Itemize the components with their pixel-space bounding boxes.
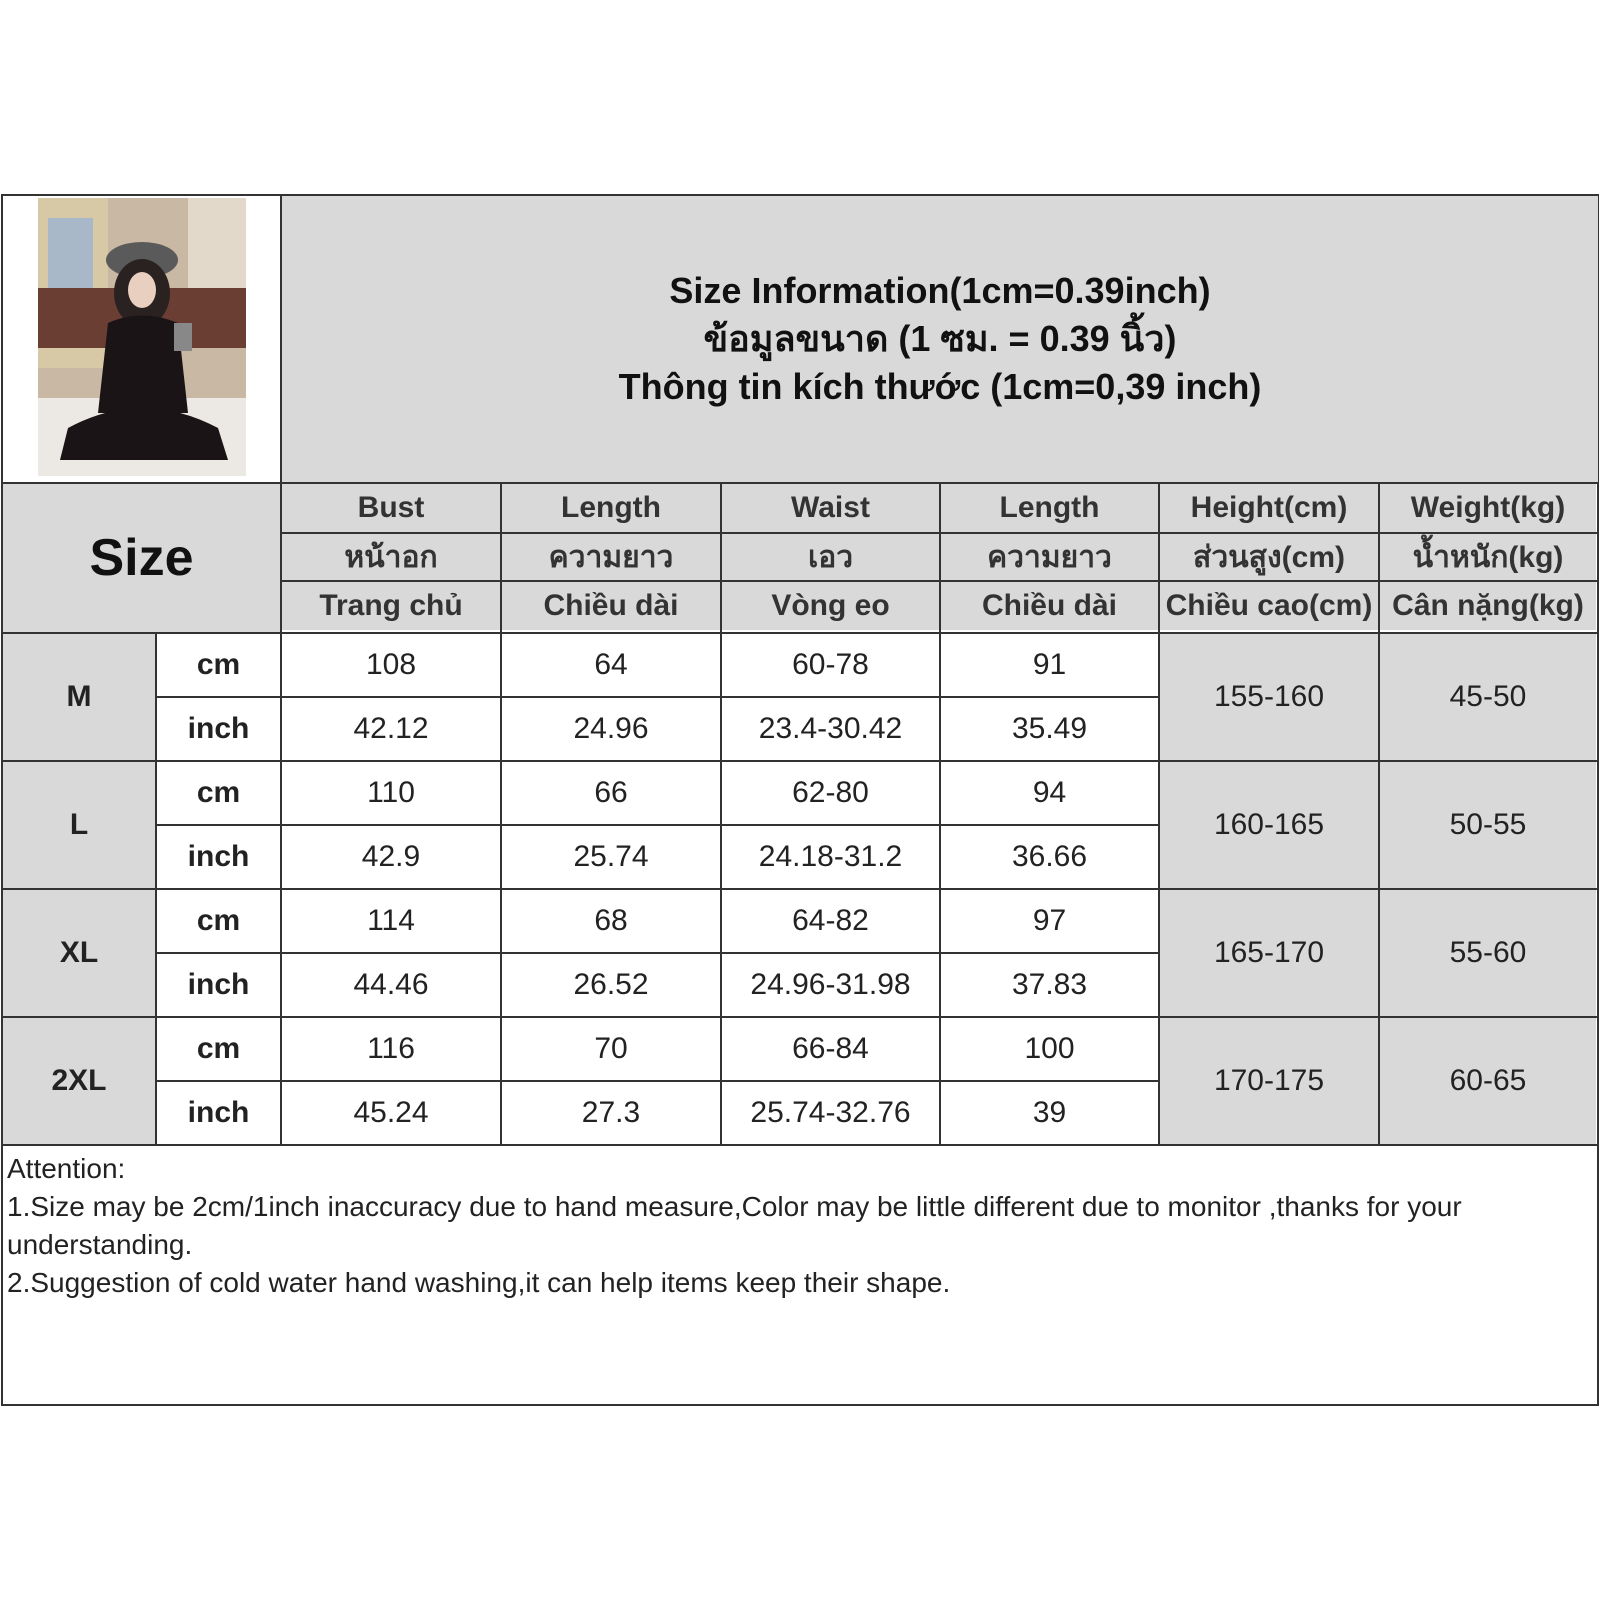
column-header-text: ส่วนสูง(cm) (1193, 540, 1345, 574)
column-header-text: Cân nặng(kg) (1392, 589, 1584, 622)
unit-label (157, 954, 280, 1016)
weight-range-value: 45-50 (1449, 680, 1527, 713)
column-header-text: หน้าอก (344, 540, 438, 574)
table-cell (941, 954, 1158, 1016)
table-cell-value: 36.66 (1011, 840, 1088, 873)
size-row-label-text: M (66, 680, 92, 713)
size-row-label (3, 762, 155, 888)
table-cell (722, 634, 939, 696)
table-cell-value: 116 (367, 1032, 415, 1065)
height-range-value: 160-165 (1213, 808, 1325, 841)
grid-line (155, 824, 1160, 826)
unit-label (157, 1082, 280, 1144)
unit-label (157, 698, 280, 760)
table-cell (502, 890, 720, 952)
column-header-text: เอว (807, 540, 854, 574)
table-cell (722, 1018, 939, 1080)
table-cell (282, 762, 500, 824)
height-range-cell (1160, 890, 1378, 1016)
size-row-label-text: XL (59, 936, 99, 969)
unit-label (157, 826, 280, 888)
grid-line (1378, 484, 1380, 1146)
attention-line-1: 1.Size may be 2cm/1inch inaccuracy due to hand measure,Color may be little different due to monitor ,thanks for your understanding. (7, 1191, 1462, 1260)
grid-line (155, 1080, 1160, 1082)
title-cell (282, 196, 1598, 482)
attention-heading: Attention: (7, 1153, 126, 1184)
table-cell-value: 108 (365, 648, 417, 681)
unit-label-text: inch (187, 1096, 250, 1129)
column-header-text: Trang chủ (319, 589, 463, 622)
column-header-vi (941, 582, 1158, 630)
column-header-vi (1160, 582, 1378, 630)
column-header-text: Vòng eo (771, 589, 890, 622)
table-cell (941, 1082, 1158, 1144)
table-cell-value: 42.12 (353, 712, 429, 745)
table-cell (282, 1082, 500, 1144)
column-header-th (1160, 534, 1378, 580)
table-cell-value: 42.9 (361, 840, 421, 873)
unit-label (157, 1018, 280, 1080)
column-header-text: Length (999, 491, 1100, 524)
column-header-text: ความยาว (987, 540, 1112, 574)
table-cell-value: 37.83 (1011, 968, 1088, 1001)
size-row-label-text: L (69, 808, 89, 841)
column-header-th (722, 534, 939, 580)
table-cell-value: 26.52 (573, 968, 649, 1001)
weight-range-value: 60-65 (1449, 1064, 1527, 1097)
title-thai: ข้อมูลขนาด (1 ซม. = 0.39 นิ้ว) (703, 318, 1177, 359)
table-cell (282, 890, 500, 952)
table-cell-value: 24.96 (573, 712, 649, 745)
column-header-en (502, 484, 720, 532)
column-header-th (1380, 534, 1596, 580)
table-cell-value: 64-82 (792, 904, 869, 937)
column-header-en (722, 484, 939, 532)
weight-range-cell (1380, 762, 1596, 888)
unit-label-text: inch (187, 968, 250, 1001)
column-header-text: ความยาว (548, 540, 674, 574)
table-cell (722, 762, 939, 824)
table-cell (941, 890, 1158, 952)
height-range-cell (1160, 762, 1378, 888)
column-header-th (941, 534, 1158, 580)
height-range-value: 170-175 (1213, 1064, 1325, 1097)
grid-line (939, 484, 941, 1146)
column-header-th (282, 534, 500, 580)
grid-line (3, 760, 1598, 762)
table-cell-value: 110 (367, 776, 415, 809)
unit-label (157, 762, 280, 824)
table-cell (502, 954, 720, 1016)
table-cell-value: 68 (594, 904, 628, 937)
table-cell (722, 1082, 939, 1144)
table-cell (722, 890, 939, 952)
table-cell-value: 24.18-31.2 (758, 840, 903, 873)
table-cell (722, 826, 939, 888)
table-cell (282, 1018, 500, 1080)
weight-range-cell (1380, 890, 1596, 1016)
grid-line (3, 1144, 1598, 1146)
table-cell-value: 62-80 (792, 776, 869, 809)
grid-line (3, 632, 1598, 634)
unit-label-text: cm (196, 904, 241, 937)
table-cell (502, 698, 720, 760)
table-cell (941, 762, 1158, 824)
table-cell-value: 60-78 (792, 648, 869, 681)
grid-line (280, 532, 1598, 534)
column-header-text: Chiều dài (981, 589, 1117, 622)
column-header-text: Waist (791, 491, 870, 524)
column-header-text: Chiều dài (543, 589, 679, 622)
table-cell (722, 698, 939, 760)
size-row-label (3, 890, 155, 1016)
grid-line (280, 196, 282, 1146)
column-header-vi (502, 582, 720, 630)
table-cell-value: 64 (594, 648, 628, 681)
grid-line (1158, 484, 1160, 1146)
table-cell-value: 39 (1032, 1096, 1067, 1129)
table-cell-value: 91 (1032, 648, 1067, 681)
table-cell (941, 634, 1158, 696)
weight-range-cell (1380, 634, 1596, 760)
column-header-en (282, 484, 500, 532)
table-cell-value: 25.74 (573, 840, 649, 873)
weight-range-value: 50-55 (1449, 808, 1527, 841)
table-cell (282, 634, 500, 696)
table-cell-value: 27.3 (581, 1096, 641, 1129)
table-cell-value: 23.4-30.42 (758, 712, 903, 745)
table-cell (502, 762, 720, 824)
size-header (3, 484, 280, 632)
table-cell (282, 954, 500, 1016)
height-range-value: 155-160 (1213, 680, 1325, 713)
height-range-cell (1160, 634, 1378, 760)
table-cell (722, 954, 939, 1016)
table-cell (282, 826, 500, 888)
column-header-vi (282, 582, 500, 630)
grid-line (3, 482, 1598, 484)
unit-label (157, 634, 280, 696)
column-header-vi (722, 582, 939, 630)
grid-line (3, 1016, 1598, 1018)
size-header-label: Size (89, 529, 194, 587)
column-header-text: Weight(kg) (1410, 491, 1566, 524)
table-cell-value: 114 (367, 904, 415, 937)
title-english: Size Information(1cm=0.39inch) (669, 270, 1211, 311)
column-header-text: Height(cm) (1190, 491, 1348, 524)
table-cell-value: 24.96-31.98 (750, 968, 911, 1001)
grid-line (280, 580, 1598, 582)
column-header-vi (1380, 582, 1596, 630)
attention-notes (7, 1150, 1587, 1302)
grid-line (155, 952, 1160, 954)
table-cell-value: 44.46 (353, 968, 429, 1001)
table-cell-value: 100 (1024, 1032, 1075, 1065)
unit-label-text: cm (196, 776, 241, 809)
unit-label-text: inch (187, 840, 250, 873)
table-cell (502, 1018, 720, 1080)
unit-label-text: cm (196, 648, 241, 681)
grid-line (3, 888, 1598, 890)
column-header-en (1380, 484, 1596, 532)
size-row-label-text: 2XL (51, 1064, 107, 1097)
column-header-text: Length (561, 491, 661, 524)
grid-line (720, 484, 722, 1146)
column-header-th (502, 534, 720, 580)
table-cell (282, 698, 500, 760)
unit-label (157, 890, 280, 952)
table-cell-value: 66 (594, 776, 628, 809)
table-cell (502, 1082, 720, 1144)
column-header-en (1160, 484, 1378, 532)
unit-label-text: cm (196, 1032, 241, 1065)
column-header-text: Chiều cao(cm) (1165, 589, 1373, 622)
table-cell-value: 97 (1032, 904, 1067, 937)
table-cell (502, 826, 720, 888)
column-header-text: Bust (357, 491, 425, 524)
height-range-cell (1160, 1018, 1378, 1144)
unit-label-text: inch (187, 712, 250, 745)
table-cell-value: 35.49 (1011, 712, 1088, 745)
table-cell (502, 634, 720, 696)
grid-line (500, 484, 502, 1146)
size-row-label (3, 634, 155, 760)
table-cell-value: 45.24 (353, 1096, 429, 1129)
weight-range-cell (1380, 1018, 1596, 1144)
table-cell-value: 66-84 (792, 1032, 869, 1065)
table-cell (941, 1018, 1158, 1080)
size-row-label (3, 1018, 155, 1144)
table-cell-value: 25.74-32.76 (750, 1096, 911, 1129)
column-header-en (941, 484, 1158, 532)
weight-range-value: 55-60 (1449, 936, 1527, 969)
title-vietnamese: Thông tin kích thước (1cm=0,39 inch) (618, 366, 1262, 407)
attention-line-2: 2.Suggestion of cold water hand washing,it can help items keep their shape. (7, 1267, 951, 1298)
table-cell (941, 698, 1158, 760)
height-range-value: 165-170 (1213, 936, 1325, 969)
grid-line (155, 696, 1160, 698)
column-header-text: น้ำหนัก(kg) (1412, 540, 1564, 574)
table-cell (941, 826, 1158, 888)
table-cell-value: 94 (1032, 776, 1067, 809)
table-cell-value: 70 (594, 1032, 628, 1065)
